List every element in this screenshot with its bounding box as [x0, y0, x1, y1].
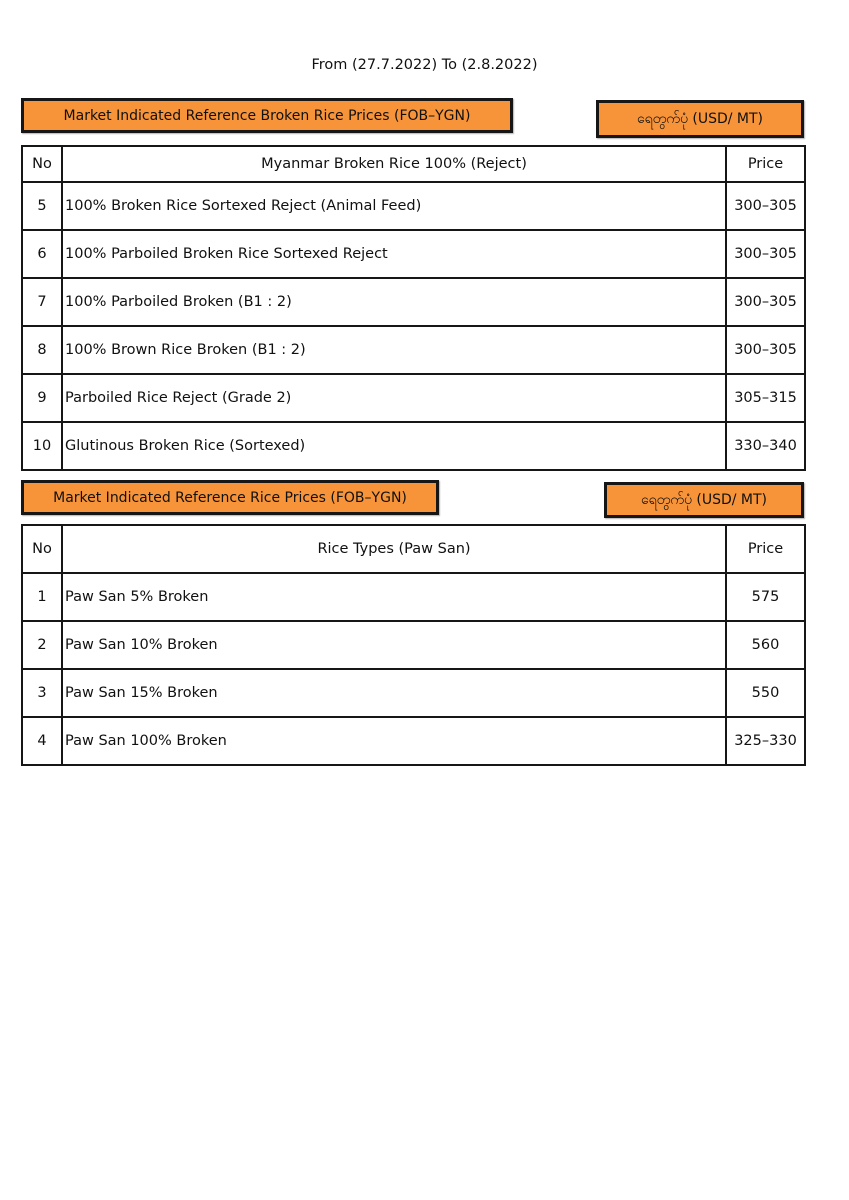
row-price: 330–340	[726, 422, 805, 470]
header-description: Rice Types (Paw San)	[62, 525, 726, 573]
header-description: Myanmar Broken Rice 100% (Reject)	[62, 146, 726, 182]
table-row	[22, 573, 805, 621]
row-no: 6	[22, 230, 62, 278]
table-header-row	[22, 146, 805, 182]
table-row	[22, 374, 805, 422]
row-no: 9	[22, 374, 62, 422]
row-description: 100% Parboiled Broken Rice Sortexed Reject	[62, 230, 726, 278]
paw-san-price-table	[21, 524, 806, 766]
section1-title: Market Indicated Reference Broken Rice Prices (FOB–YGN)	[21, 98, 513, 133]
date-range: From (27.7.2022) To (2.8.2022)	[311, 57, 538, 73]
row-price: 300–305	[726, 278, 805, 326]
row-description: Paw San 5% Broken	[62, 573, 726, 621]
table-row	[22, 182, 805, 230]
section1-unit-label: ရေတွက်ပုံ (USD/ MT)	[596, 100, 804, 138]
table-row	[22, 326, 805, 374]
row-no: 7	[22, 278, 62, 326]
row-description: Paw San 100% Broken	[62, 717, 726, 765]
table-row	[22, 278, 805, 326]
row-description: Paw San 15% Broken	[62, 669, 726, 717]
row-price: 300–305	[726, 182, 805, 230]
row-price: 325–330	[726, 717, 805, 765]
table-row	[22, 621, 805, 669]
table-row	[22, 422, 805, 470]
table-row	[22, 230, 805, 278]
header-price: Price	[726, 525, 805, 573]
header-price: Price	[726, 146, 805, 182]
row-no: 3	[22, 669, 62, 717]
row-price: 550	[726, 669, 805, 717]
table-row	[22, 669, 805, 717]
row-no: 8	[22, 326, 62, 374]
row-description: Glutinous Broken Rice (Sortexed)	[62, 422, 726, 470]
row-price: 560	[726, 621, 805, 669]
row-price: 305–315	[726, 374, 805, 422]
section2-title: Market Indicated Reference Rice Prices (FOB–YGN)	[21, 480, 439, 515]
row-no: 5	[22, 182, 62, 230]
section2-unit-label: ရေတွက်ပုံ (USD/ MT)	[604, 482, 804, 518]
row-no: 10	[22, 422, 62, 470]
row-description: 100% Broken Rice Sortexed Reject (Animal Feed)	[62, 182, 726, 230]
header-no: No	[22, 525, 62, 573]
row-description: 100% Parboiled Broken (B1 : 2)	[62, 278, 726, 326]
broken-rice-price-table	[21, 145, 806, 471]
row-no: 2	[22, 621, 62, 669]
header-no: No	[22, 146, 62, 182]
row-price: 300–305	[726, 326, 805, 374]
table-header-row	[22, 525, 805, 573]
row-price: 300–305	[726, 230, 805, 278]
row-description: Paw San 10% Broken	[62, 621, 726, 669]
row-no: 1	[22, 573, 62, 621]
row-no: 4	[22, 717, 62, 765]
row-description: Parboiled Rice Reject (Grade 2)	[62, 374, 726, 422]
table-row	[22, 717, 805, 765]
row-price: 575	[726, 573, 805, 621]
row-description: 100% Brown Rice Broken (B1 : 2)	[62, 326, 726, 374]
